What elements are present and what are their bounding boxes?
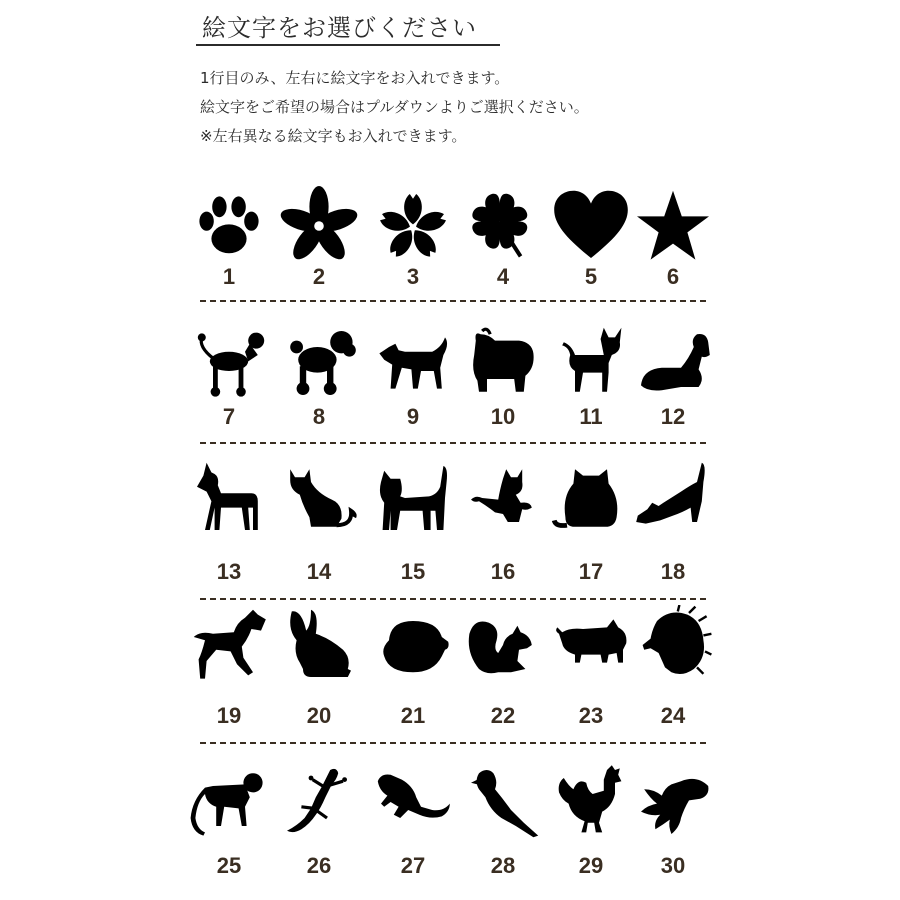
emoji-option (546, 186, 636, 306)
emoji-number: 29 (578, 853, 604, 878)
row-separator (200, 742, 706, 744)
row-separator (200, 300, 706, 302)
emoji-option (628, 605, 718, 728)
emoji-number: 22 (490, 703, 516, 728)
kitten-icon (458, 458, 548, 538)
emoji-option (184, 323, 274, 443)
emoji-option (184, 458, 274, 584)
instructions (200, 64, 589, 151)
toy-poodle-icon (274, 323, 364, 403)
sakura-icon (368, 186, 458, 266)
emoji-number: 2 (312, 264, 326, 289)
bulldog-icon (458, 323, 548, 403)
row-separator (200, 442, 706, 444)
hamster-icon (368, 605, 458, 685)
emoji-number: 25 (216, 853, 242, 878)
star-icon (628, 186, 718, 266)
emoji-option (628, 186, 718, 306)
goldfish-icon (628, 762, 718, 842)
emoji-option (274, 186, 364, 306)
emoji-number: 9 (406, 404, 420, 429)
emoji-number: 10 (490, 404, 516, 429)
emoji-option (628, 458, 718, 584)
emoji-option (368, 605, 458, 728)
rabbit-icon (274, 605, 364, 685)
emoji-option (368, 458, 458, 584)
rooster-icon (546, 762, 636, 842)
emoji-number: 6 (666, 264, 680, 289)
emoji-number: 12 (660, 404, 686, 429)
horse-icon (184, 605, 274, 685)
monkey-icon (184, 762, 274, 842)
emoji-option (274, 458, 364, 584)
emoji-option (274, 323, 364, 443)
gecko-icon (274, 762, 364, 842)
instruction-line: ※左右異なる絵文字もお入れできます。 (200, 127, 467, 145)
doberman-icon (184, 458, 274, 538)
emoji-number: 23 (578, 703, 604, 728)
emoji-option (184, 605, 274, 728)
emoji-option (458, 605, 548, 728)
stretching-cat-icon (628, 458, 718, 538)
heart-icon (546, 186, 636, 266)
emoji-option (628, 323, 718, 443)
emoji-number: 15 (400, 559, 426, 584)
emoji-number: 1 (222, 264, 236, 289)
clover-icon (458, 186, 548, 266)
emoji-option (546, 323, 636, 443)
title-underline (196, 44, 500, 46)
emoji-number: 7 (222, 404, 236, 429)
squirrel-icon (458, 605, 548, 685)
emoji-number: 30 (660, 853, 686, 878)
sitting-cat-icon (274, 458, 364, 538)
emoji-number: 4 (496, 264, 510, 289)
instruction-line: 1行目のみ、左右に絵文字をお入れできます。 (200, 69, 510, 87)
standing-cat-icon (368, 458, 458, 538)
emoji-option (628, 762, 718, 882)
page-title: 絵文字をお選びください (202, 14, 477, 42)
emoji-number: 20 (306, 703, 332, 728)
emoji-option (458, 762, 548, 882)
emoji-number: 19 (216, 703, 242, 728)
emoji-number: 14 (306, 559, 332, 584)
emoji-option (546, 458, 636, 584)
emoji-number: 8 (312, 404, 326, 429)
emoji-option (274, 762, 364, 882)
hedgehog-icon (628, 605, 718, 685)
dachshund-icon (628, 323, 718, 403)
emoji-number: 17 (578, 559, 604, 584)
emoji-number: 13 (216, 559, 242, 584)
emoji-number: 26 (306, 853, 332, 878)
emoji-option (458, 323, 548, 443)
parakeet-icon (458, 762, 548, 842)
row-separator (200, 598, 706, 600)
emoji-number: 28 (490, 853, 516, 878)
emoji-number: 11 (579, 404, 603, 429)
emoji-option (458, 458, 548, 584)
emoji-number: 3 (406, 264, 420, 289)
emoji-option (368, 323, 458, 443)
flower-icon (274, 186, 364, 266)
cat-back-icon (546, 458, 636, 538)
emoji-number: 18 (660, 559, 686, 584)
paw-icon (184, 186, 274, 266)
emoji-number: 5 (584, 264, 598, 289)
pig-icon (546, 605, 636, 685)
instruction-line: 絵文字をご希望の場合はプルダウンよりご選択ください。 (200, 98, 589, 116)
emoji-option (458, 186, 548, 306)
emoji-option (368, 762, 458, 882)
emoji-option (546, 762, 636, 882)
emoji-number: 27 (400, 853, 426, 878)
emoji-number: 24 (660, 703, 686, 728)
emoji-option (546, 605, 636, 728)
emoji-number: 21 (400, 703, 426, 728)
shiba-dog-icon (368, 323, 458, 403)
emoji-number: 16 (490, 559, 516, 584)
emoji-option (184, 186, 274, 306)
iguana-icon (368, 762, 458, 842)
poodle-icon (184, 323, 274, 403)
emoji-option (184, 762, 274, 882)
emoji-option (274, 605, 364, 728)
chihuahua-icon (546, 323, 636, 403)
emoji-option (368, 186, 458, 306)
